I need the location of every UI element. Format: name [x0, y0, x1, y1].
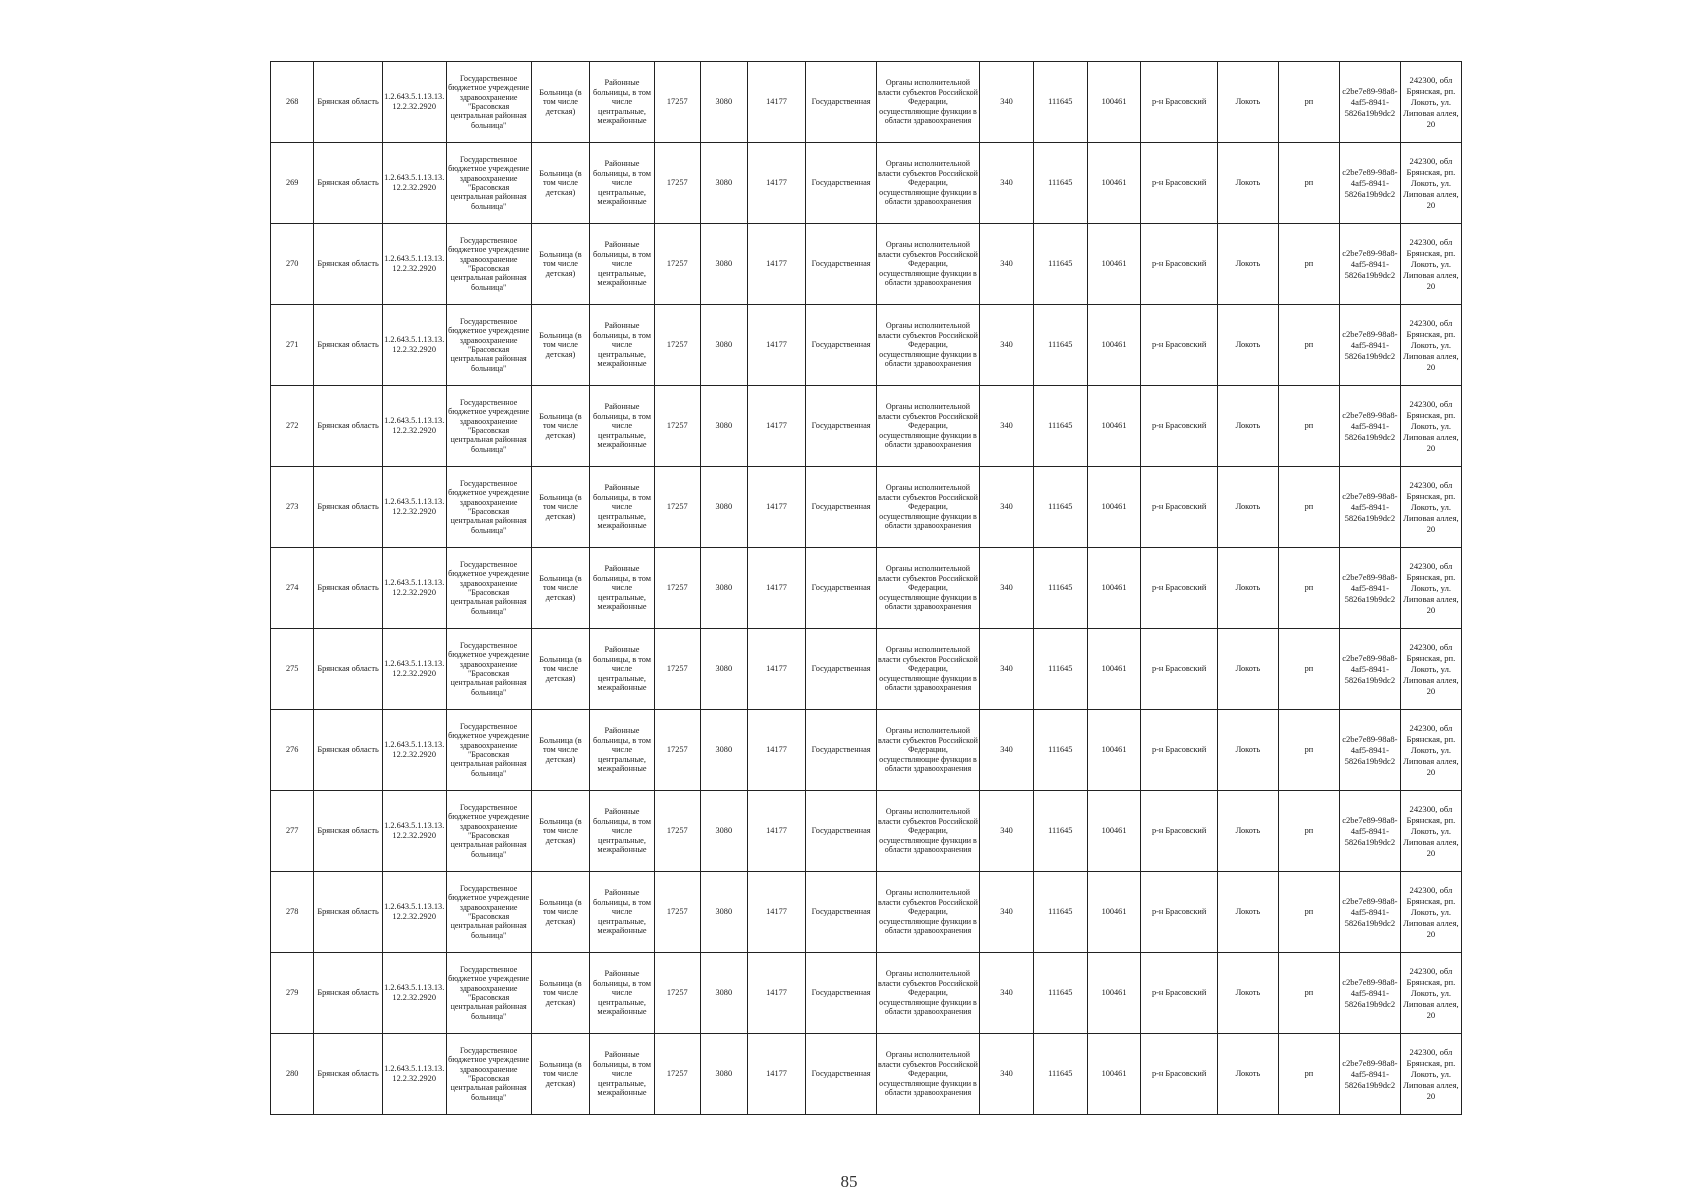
- org-kind-cell: Больница (в том числе детская): [531, 62, 590, 143]
- locality-type-cell: рп: [1278, 386, 1339, 467]
- locality-cell: Локоть: [1217, 62, 1278, 143]
- value-1-cell: 17257: [654, 872, 701, 953]
- guid-cell: c2be7e89-98a8-4af5-8941-5826a19b9dc2: [1339, 1034, 1400, 1115]
- value-3-cell: 14177: [747, 305, 806, 386]
- locality-type-cell: рп: [1278, 710, 1339, 791]
- table-row: [271, 791, 1462, 872]
- value-1-cell: 17257: [654, 1034, 701, 1115]
- region-cell: Брянская область: [314, 386, 382, 467]
- value-6-cell: 100461: [1087, 953, 1141, 1034]
- district-cell: р-н Брасовский: [1141, 62, 1218, 143]
- table-row: [271, 953, 1462, 1034]
- table-row: [271, 143, 1462, 224]
- table-row: [271, 629, 1462, 710]
- org-code-cell: 1.2.643.5.1.13.13.12.2.32.2920: [382, 629, 446, 710]
- org-kind-cell: Больница (в том числе детская): [531, 143, 590, 224]
- value-1-cell: 17257: [654, 62, 701, 143]
- value-2-cell: 3080: [701, 305, 748, 386]
- value-1-cell: 17257: [654, 791, 701, 872]
- district-cell: р-н Брасовский: [1141, 548, 1218, 629]
- region-cell: Брянская область: [314, 872, 382, 953]
- value-6-cell: 100461: [1087, 62, 1141, 143]
- district-cell: р-н Брасовский: [1141, 872, 1218, 953]
- org-name-cell: Государственное бюджетное учреждение здравоохранение "Брасовская центральная районная больница": [446, 872, 531, 953]
- authority-cell: Органы исполнительной власти субъектов Российской Федерации, осуществляющие функции в области здравоохранения: [876, 143, 979, 224]
- ownership-cell: Государственная: [806, 953, 876, 1034]
- org-kind-cell: Больница (в том числе детская): [531, 548, 590, 629]
- value-4-cell: 340: [980, 629, 1034, 710]
- district-cell: р-н Брасовский: [1141, 953, 1218, 1034]
- locality-cell: Локоть: [1217, 467, 1278, 548]
- ownership-cell: Государственная: [806, 710, 876, 791]
- locality-type-cell: рп: [1278, 953, 1339, 1034]
- org-name-cell: Государственное бюджетное учреждение здравоохранение "Брасовская центральная районная больница": [446, 386, 531, 467]
- value-3-cell: 14177: [747, 548, 806, 629]
- ownership-cell: Государственная: [806, 1034, 876, 1115]
- value-5-cell: 111645: [1033, 62, 1087, 143]
- locality-type-cell: рп: [1278, 872, 1339, 953]
- ownership-cell: Государственная: [806, 629, 876, 710]
- org-kind-cell: Больница (в том числе детская): [531, 467, 590, 548]
- ownership-cell: Государственная: [806, 143, 876, 224]
- address-cell: 242300, обл Брянская, рп. Локоть, ул. Липовая аллея, 20: [1400, 143, 1461, 224]
- row-number: 277: [271, 791, 314, 872]
- value-5-cell: 111645: [1033, 386, 1087, 467]
- address-cell: 242300, обл Брянская, рп. Локоть, ул. Липовая аллея, 20: [1400, 1034, 1461, 1115]
- value-6-cell: 100461: [1087, 872, 1141, 953]
- org-subkind-cell: Районные больницы, в том числе центральные, межрайонные: [590, 548, 654, 629]
- authority-cell: Органы исполнительной власти субъектов Российской Федерации, осуществляющие функции в области здравоохранения: [876, 305, 979, 386]
- guid-cell: c2be7e89-98a8-4af5-8941-5826a19b9dc2: [1339, 467, 1400, 548]
- org-kind-cell: Больница (в том числе детская): [531, 386, 590, 467]
- value-6-cell: 100461: [1087, 1034, 1141, 1115]
- org-code-cell: 1.2.643.5.1.13.13.12.2.32.2920: [382, 953, 446, 1034]
- locality-type-cell: рп: [1278, 305, 1339, 386]
- address-cell: 242300, обл Брянская, рп. Локоть, ул. Липовая аллея, 20: [1400, 710, 1461, 791]
- org-subkind-cell: Районные больницы, в том числе центральные, межрайонные: [590, 629, 654, 710]
- district-cell: р-н Брасовский: [1141, 143, 1218, 224]
- table-row: [271, 62, 1462, 143]
- value-4-cell: 340: [980, 1034, 1034, 1115]
- locality-cell: Локоть: [1217, 386, 1278, 467]
- org-subkind-cell: Районные больницы, в том числе центральные, межрайонные: [590, 1034, 654, 1115]
- value-6-cell: 100461: [1087, 305, 1141, 386]
- ownership-cell: Государственная: [806, 305, 876, 386]
- region-cell: Брянская область: [314, 548, 382, 629]
- value-3-cell: 14177: [747, 791, 806, 872]
- row-number: 272: [271, 386, 314, 467]
- row-number: 270: [271, 224, 314, 305]
- registry-sheet: [270, 61, 1462, 1115]
- value-4-cell: 340: [980, 143, 1034, 224]
- value-3-cell: 14177: [747, 467, 806, 548]
- ownership-cell: Государственная: [806, 467, 876, 548]
- row-number: 278: [271, 872, 314, 953]
- org-kind-cell: Больница (в том числе детская): [531, 629, 590, 710]
- value-6-cell: 100461: [1087, 629, 1141, 710]
- value-1-cell: 17257: [654, 548, 701, 629]
- org-code-cell: 1.2.643.5.1.13.13.12.2.32.2920: [382, 143, 446, 224]
- value-2-cell: 3080: [701, 224, 748, 305]
- org-name-cell: Государственное бюджетное учреждение здравоохранение "Брасовская центральная районная больница": [446, 953, 531, 1034]
- value-1-cell: 17257: [654, 224, 701, 305]
- org-subkind-cell: Районные больницы, в том числе центральные, межрайонные: [590, 953, 654, 1034]
- value-4-cell: 340: [980, 467, 1034, 548]
- row-number: 280: [271, 1034, 314, 1115]
- org-name-cell: Государственное бюджетное учреждение здравоохранение "Брасовская центральная районная больница": [446, 1034, 531, 1115]
- value-4-cell: 340: [980, 791, 1034, 872]
- value-1-cell: 17257: [654, 143, 701, 224]
- org-code-cell: 1.2.643.5.1.13.13.12.2.32.2920: [382, 62, 446, 143]
- value-1-cell: 17257: [654, 629, 701, 710]
- value-3-cell: 14177: [747, 710, 806, 791]
- org-kind-cell: Больница (в том числе детская): [531, 953, 590, 1034]
- authority-cell: Органы исполнительной власти субъектов Российской Федерации, осуществляющие функции в области здравоохранения: [876, 386, 979, 467]
- locality-cell: Локоть: [1217, 710, 1278, 791]
- locality-type-cell: рп: [1278, 467, 1339, 548]
- guid-cell: c2be7e89-98a8-4af5-8941-5826a19b9dc2: [1339, 872, 1400, 953]
- value-1-cell: 17257: [654, 467, 701, 548]
- authority-cell: Органы исполнительной власти субъектов Российской Федерации, осуществляющие функции в области здравоохранения: [876, 548, 979, 629]
- org-subkind-cell: Районные больницы, в том числе центральные, межрайонные: [590, 710, 654, 791]
- value-2-cell: 3080: [701, 953, 748, 1034]
- address-cell: 242300, обл Брянская, рп. Локоть, ул. Липовая аллея, 20: [1400, 872, 1461, 953]
- locality-cell: Локоть: [1217, 143, 1278, 224]
- guid-cell: c2be7e89-98a8-4af5-8941-5826a19b9dc2: [1339, 710, 1400, 791]
- locality-type-cell: рп: [1278, 224, 1339, 305]
- value-5-cell: 111645: [1033, 791, 1087, 872]
- value-2-cell: 3080: [701, 872, 748, 953]
- guid-cell: c2be7e89-98a8-4af5-8941-5826a19b9dc2: [1339, 386, 1400, 467]
- authority-cell: Органы исполнительной власти субъектов Российской Федерации, осуществляющие функции в области здравоохранения: [876, 62, 979, 143]
- locality-cell: Локоть: [1217, 953, 1278, 1034]
- address-cell: 242300, обл Брянская, рп. Локоть, ул. Липовая аллея, 20: [1400, 62, 1461, 143]
- org-subkind-cell: Районные больницы, в том числе центральные, межрайонные: [590, 62, 654, 143]
- row-number: 275: [271, 629, 314, 710]
- org-code-cell: 1.2.643.5.1.13.13.12.2.32.2920: [382, 386, 446, 467]
- registry-rows: [271, 62, 1462, 1115]
- row-number: 279: [271, 953, 314, 1034]
- org-subkind-cell: Районные больницы, в том числе центральные, межрайонные: [590, 305, 654, 386]
- value-1-cell: 17257: [654, 710, 701, 791]
- org-name-cell: Государственное бюджетное учреждение здравоохранение "Брасовская центральная районная больница": [446, 224, 531, 305]
- value-2-cell: 3080: [701, 548, 748, 629]
- value-6-cell: 100461: [1087, 143, 1141, 224]
- row-number: 276: [271, 710, 314, 791]
- value-5-cell: 111645: [1033, 710, 1087, 791]
- org-kind-cell: Больница (в том числе детская): [531, 224, 590, 305]
- value-3-cell: 14177: [747, 872, 806, 953]
- value-3-cell: 14177: [747, 629, 806, 710]
- org-kind-cell: Больница (в том числе детская): [531, 710, 590, 791]
- value-1-cell: 17257: [654, 305, 701, 386]
- value-2-cell: 3080: [701, 143, 748, 224]
- ownership-cell: Государственная: [806, 791, 876, 872]
- row-number: 271: [271, 305, 314, 386]
- authority-cell: Органы исполнительной власти субъектов Российской Федерации, осуществляющие функции в области здравоохранения: [876, 1034, 979, 1115]
- value-5-cell: 111645: [1033, 467, 1087, 548]
- value-5-cell: 111645: [1033, 629, 1087, 710]
- authority-cell: Органы исполнительной власти субъектов Российской Федерации, осуществляющие функции в области здравоохранения: [876, 710, 979, 791]
- org-kind-cell: Больница (в том числе детская): [531, 305, 590, 386]
- table-row: [271, 710, 1462, 791]
- district-cell: р-н Брасовский: [1141, 224, 1218, 305]
- locality-type-cell: рп: [1278, 62, 1339, 143]
- org-name-cell: Государственное бюджетное учреждение здравоохранение "Брасовская центральная районная больница": [446, 62, 531, 143]
- address-cell: 242300, обл Брянская, рп. Локоть, ул. Липовая аллея, 20: [1400, 467, 1461, 548]
- row-number: 273: [271, 467, 314, 548]
- region-cell: Брянская область: [314, 467, 382, 548]
- value-4-cell: 340: [980, 224, 1034, 305]
- table-row: [271, 1034, 1462, 1115]
- locality-type-cell: рп: [1278, 143, 1339, 224]
- org-code-cell: 1.2.643.5.1.13.13.12.2.32.2920: [382, 791, 446, 872]
- guid-cell: c2be7e89-98a8-4af5-8941-5826a19b9dc2: [1339, 548, 1400, 629]
- value-4-cell: 340: [980, 548, 1034, 629]
- region-cell: Брянская область: [314, 62, 382, 143]
- district-cell: р-н Брасовский: [1141, 710, 1218, 791]
- value-3-cell: 14177: [747, 386, 806, 467]
- authority-cell: Органы исполнительной власти субъектов Российской Федерации, осуществляющие функции в области здравоохранения: [876, 791, 979, 872]
- table-row: [271, 548, 1462, 629]
- org-kind-cell: Больница (в том числе детская): [531, 1034, 590, 1115]
- value-5-cell: 111645: [1033, 224, 1087, 305]
- address-cell: 242300, обл Брянская, рп. Локоть, ул. Липовая аллея, 20: [1400, 305, 1461, 386]
- authority-cell: Органы исполнительной власти субъектов Российской Федерации, осуществляющие функции в области здравоохранения: [876, 872, 979, 953]
- region-cell: Брянская область: [314, 143, 382, 224]
- value-6-cell: 100461: [1087, 791, 1141, 872]
- region-cell: Брянская область: [314, 953, 382, 1034]
- value-4-cell: 340: [980, 386, 1034, 467]
- ownership-cell: Государственная: [806, 62, 876, 143]
- region-cell: Брянская область: [314, 305, 382, 386]
- value-4-cell: 340: [980, 710, 1034, 791]
- authority-cell: Органы исполнительной власти субъектов Российской Федерации, осуществляющие функции в области здравоохранения: [876, 953, 979, 1034]
- org-subkind-cell: Районные больницы, в том числе центральные, межрайонные: [590, 791, 654, 872]
- value-5-cell: 111645: [1033, 1034, 1087, 1115]
- value-3-cell: 14177: [747, 62, 806, 143]
- value-6-cell: 100461: [1087, 386, 1141, 467]
- table-row: [271, 467, 1462, 548]
- district-cell: р-н Брасовский: [1141, 305, 1218, 386]
- org-kind-cell: Больница (в том числе детская): [531, 872, 590, 953]
- ownership-cell: Государственная: [806, 872, 876, 953]
- org-subkind-cell: Районные больницы, в том числе центральные, межрайонные: [590, 872, 654, 953]
- locality-cell: Локоть: [1217, 224, 1278, 305]
- guid-cell: c2be7e89-98a8-4af5-8941-5826a19b9dc2: [1339, 629, 1400, 710]
- org-kind-cell: Больница (в том числе детская): [531, 791, 590, 872]
- value-5-cell: 111645: [1033, 953, 1087, 1034]
- authority-cell: Органы исполнительной власти субъектов Российской Федерации, осуществляющие функции в области здравоохранения: [876, 467, 979, 548]
- value-6-cell: 100461: [1087, 548, 1141, 629]
- value-2-cell: 3080: [701, 467, 748, 548]
- value-3-cell: 14177: [747, 953, 806, 1034]
- ownership-cell: Государственная: [806, 548, 876, 629]
- locality-type-cell: рп: [1278, 791, 1339, 872]
- value-4-cell: 340: [980, 953, 1034, 1034]
- locality-cell: Локоть: [1217, 791, 1278, 872]
- org-name-cell: Государственное бюджетное учреждение здравоохранение "Брасовская центральная районная больница": [446, 710, 531, 791]
- region-cell: Брянская область: [314, 629, 382, 710]
- table-row: [271, 872, 1462, 953]
- org-code-cell: 1.2.643.5.1.13.13.12.2.32.2920: [382, 467, 446, 548]
- ownership-cell: Государственная: [806, 386, 876, 467]
- org-code-cell: 1.2.643.5.1.13.13.12.2.32.2920: [382, 710, 446, 791]
- district-cell: р-н Брасовский: [1141, 629, 1218, 710]
- org-subkind-cell: Районные больницы, в том числе центральные, межрайонные: [590, 467, 654, 548]
- value-4-cell: 340: [980, 62, 1034, 143]
- region-cell: Брянская область: [314, 791, 382, 872]
- address-cell: 242300, обл Брянская, рп. Локоть, ул. Липовая аллея, 20: [1400, 791, 1461, 872]
- locality-type-cell: рп: [1278, 548, 1339, 629]
- region-cell: Брянская область: [314, 1034, 382, 1115]
- address-cell: 242300, обл Брянская, рп. Локоть, ул. Липовая аллея, 20: [1400, 548, 1461, 629]
- locality-type-cell: рп: [1278, 629, 1339, 710]
- region-cell: Брянская область: [314, 710, 382, 791]
- district-cell: р-н Брасовский: [1141, 467, 1218, 548]
- address-cell: 242300, обл Брянская, рп. Локоть, ул. Липовая аллея, 20: [1400, 224, 1461, 305]
- address-cell: 242300, обл Брянская, рп. Локоть, ул. Липовая аллея, 20: [1400, 386, 1461, 467]
- value-2-cell: 3080: [701, 710, 748, 791]
- guid-cell: c2be7e89-98a8-4af5-8941-5826a19b9dc2: [1339, 143, 1400, 224]
- authority-cell: Органы исполнительной власти субъектов Российской Федерации, осуществляющие функции в области здравоохранения: [876, 629, 979, 710]
- value-6-cell: 100461: [1087, 224, 1141, 305]
- value-5-cell: 111645: [1033, 548, 1087, 629]
- value-2-cell: 3080: [701, 791, 748, 872]
- value-5-cell: 111645: [1033, 305, 1087, 386]
- value-4-cell: 340: [980, 305, 1034, 386]
- ownership-cell: Государственная: [806, 224, 876, 305]
- org-code-cell: 1.2.643.5.1.13.13.12.2.32.2920: [382, 224, 446, 305]
- org-code-cell: 1.2.643.5.1.13.13.12.2.32.2920: [382, 305, 446, 386]
- org-code-cell: 1.2.643.5.1.13.13.12.2.32.2920: [382, 548, 446, 629]
- org-subkind-cell: Районные больницы, в том числе центральные, межрайонные: [590, 386, 654, 467]
- locality-cell: Локоть: [1217, 548, 1278, 629]
- table-row: [271, 224, 1462, 305]
- value-2-cell: 3080: [701, 629, 748, 710]
- row-number: 274: [271, 548, 314, 629]
- address-cell: 242300, обл Брянская, рп. Локоть, ул. Липовая аллея, 20: [1400, 629, 1461, 710]
- value-3-cell: 14177: [747, 1034, 806, 1115]
- locality-type-cell: рп: [1278, 1034, 1339, 1115]
- org-name-cell: Государственное бюджетное учреждение здравоохранение "Брасовская центральная районная больница": [446, 305, 531, 386]
- locality-cell: Локоть: [1217, 872, 1278, 953]
- guid-cell: c2be7e89-98a8-4af5-8941-5826a19b9dc2: [1339, 953, 1400, 1034]
- org-subkind-cell: Районные больницы, в том числе центральные, межрайонные: [590, 143, 654, 224]
- value-5-cell: 111645: [1033, 143, 1087, 224]
- table-row: [271, 305, 1462, 386]
- row-number: 268: [271, 62, 314, 143]
- org-name-cell: Государственное бюджетное учреждение здравоохранение "Брасовская центральная районная больница": [446, 791, 531, 872]
- value-3-cell: 14177: [747, 224, 806, 305]
- district-cell: р-н Брасовский: [1141, 386, 1218, 467]
- registry-table: [270, 61, 1462, 1115]
- value-2-cell: 3080: [701, 1034, 748, 1115]
- guid-cell: c2be7e89-98a8-4af5-8941-5826a19b9dc2: [1339, 791, 1400, 872]
- authority-cell: Органы исполнительной власти субъектов Российской Федерации, осуществляющие функции в области здравоохранения: [876, 224, 979, 305]
- district-cell: р-н Брасовский: [1141, 1034, 1218, 1115]
- table-row: [271, 386, 1462, 467]
- address-cell: 242300, обл Брянская, рп. Локоть, ул. Липовая аллея, 20: [1400, 953, 1461, 1034]
- org-subkind-cell: Районные больницы, в том числе центральные, межрайонные: [590, 224, 654, 305]
- district-cell: р-н Брасовский: [1141, 791, 1218, 872]
- value-1-cell: 17257: [654, 953, 701, 1034]
- locality-cell: Локоть: [1217, 629, 1278, 710]
- locality-cell: Локоть: [1217, 1034, 1278, 1115]
- value-4-cell: 340: [980, 872, 1034, 953]
- value-3-cell: 14177: [747, 143, 806, 224]
- value-6-cell: 100461: [1087, 710, 1141, 791]
- row-number: 269: [271, 143, 314, 224]
- org-name-cell: Государственное бюджетное учреждение здравоохранение "Брасовская центральная районная больница": [446, 548, 531, 629]
- value-2-cell: 3080: [701, 386, 748, 467]
- guid-cell: c2be7e89-98a8-4af5-8941-5826a19b9dc2: [1339, 62, 1400, 143]
- region-cell: Брянская область: [314, 224, 382, 305]
- org-name-cell: Государственное бюджетное учреждение здравоохранение "Брасовская центральная районная больница": [446, 467, 531, 548]
- value-5-cell: 111645: [1033, 872, 1087, 953]
- org-code-cell: 1.2.643.5.1.13.13.12.2.32.2920: [382, 1034, 446, 1115]
- value-1-cell: 17257: [654, 386, 701, 467]
- page-number: 85: [840, 1172, 858, 1191]
- value-2-cell: 3080: [701, 62, 748, 143]
- value-6-cell: 100461: [1087, 467, 1141, 548]
- guid-cell: c2be7e89-98a8-4af5-8941-5826a19b9dc2: [1339, 224, 1400, 305]
- org-code-cell: 1.2.643.5.1.13.13.12.2.32.2920: [382, 872, 446, 953]
- locality-cell: Локоть: [1217, 305, 1278, 386]
- org-name-cell: Государственное бюджетное учреждение здравоохранение "Брасовская центральная районная больница": [446, 143, 531, 224]
- org-name-cell: Государственное бюджетное учреждение здравоохранение "Брасовская центральная районная больница": [446, 629, 531, 710]
- guid-cell: c2be7e89-98a8-4af5-8941-5826a19b9dc2: [1339, 305, 1400, 386]
